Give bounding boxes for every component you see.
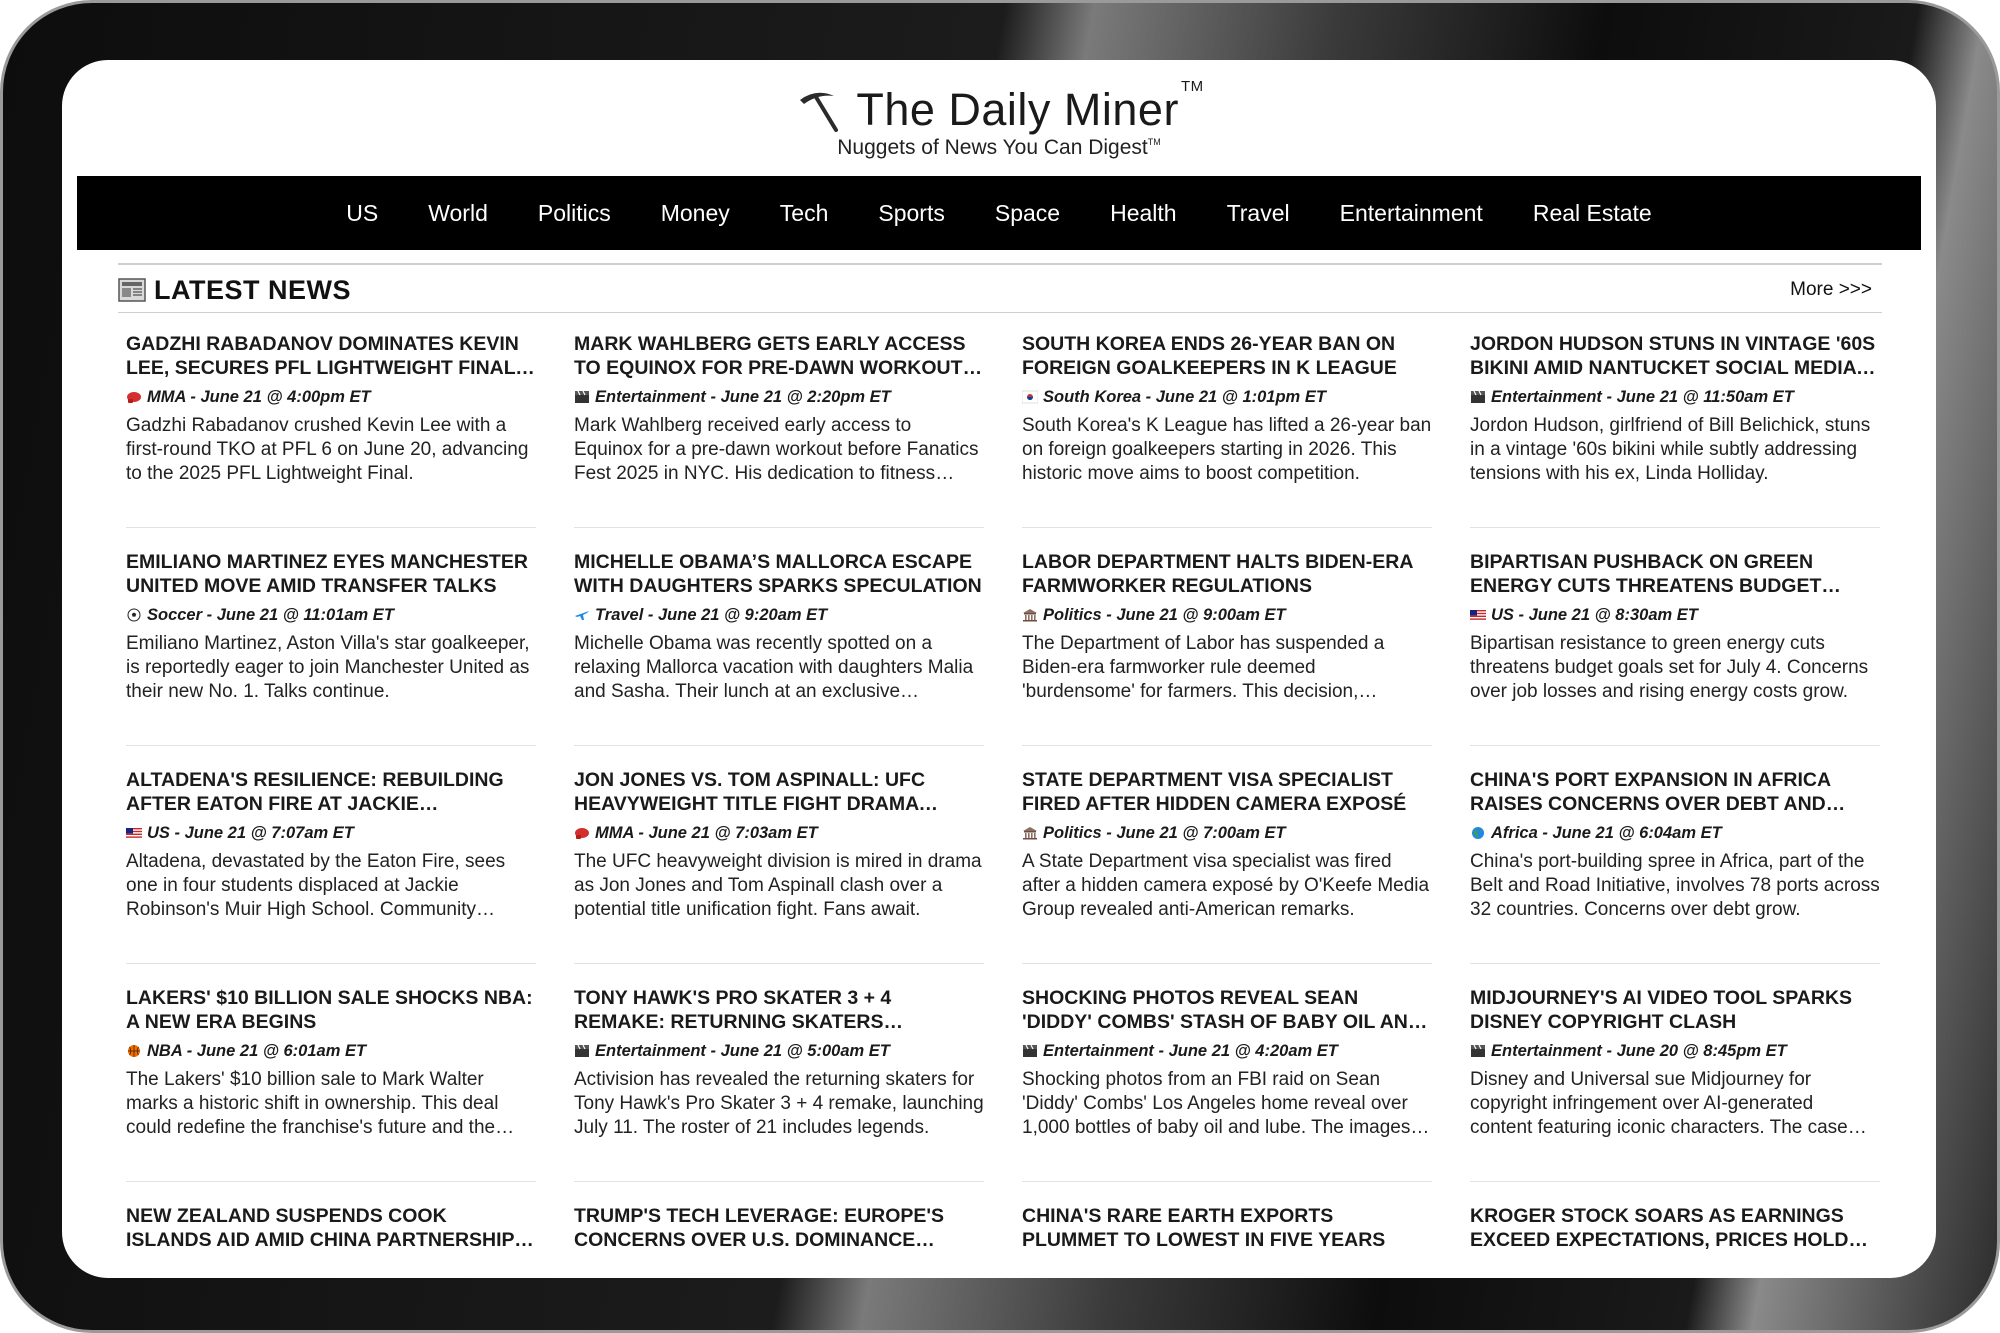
article-title[interactable]: MICHELLE OBAMA’S MALLORCA ESCAPE WITH DAUGHTERS SPARKS SPECULATION [574, 551, 982, 597]
nav-item-politics[interactable]: Politics [537, 199, 611, 226]
article-title[interactable]: NEW ZEALAND SUSPENDS COOK ISLANDS AID AMID CHINA PARTNERSHIP [126, 1205, 515, 1251]
soccer-ball-icon [126, 608, 142, 622]
article-meta [126, 1040, 536, 1062]
article-category-date: NBA - June 21 @ 6:01am ET [147, 1041, 367, 1060]
latest-news-header [118, 272, 1882, 308]
article-category-date: Entertainment - June 21 @ 5:00am ET [595, 1041, 890, 1060]
site-header [62, 60, 1936, 176]
article-category-date: US - June 21 @ 8:30am ET [1491, 605, 1698, 624]
article-card[interactable] [574, 1204, 984, 1278]
nav-item-money[interactable]: Money [660, 199, 730, 226]
article-meta [1470, 822, 1880, 844]
basketball-icon [126, 1044, 142, 1058]
article-summary: A State Department visa specialist was fired after a hidden camera exposé by O'Keefe Media Group revealed anti-American remarks. [1022, 851, 1430, 920]
article-category-date: Politics - June 21 @ 7:00am ET [1043, 823, 1286, 842]
article-summary: Jordon Hudson, girlfriend of Bill Belichick, stuns in a vintage '60s bikini while subtly addressing tensions with his ex, Linda Holliday. [1470, 415, 1871, 484]
latest-news-title: LATEST NEWS [154, 274, 351, 305]
clapperboard-icon [574, 1044, 590, 1058]
article-category-date: Entertainment - June 21 @ 2:20pm ET [595, 387, 891, 406]
article-card[interactable] [126, 986, 536, 1182]
article-category-date: Entertainment - June 21 @ 11:50am ET [1491, 387, 1794, 406]
us-flag-icon [126, 826, 142, 840]
site-tagline: Nuggets of News You Can Digest™ [837, 136, 1161, 159]
nav-item-sports[interactable]: Sports [878, 199, 945, 226]
article-card[interactable] [1470, 1204, 1880, 1278]
article-meta [574, 1040, 984, 1062]
article-card[interactable] [1470, 986, 1880, 1182]
article-category-date: Politics - June 21 @ 9:00am ET [1043, 605, 1286, 624]
more-link[interactable]: More >>> [1790, 279, 1872, 300]
article-meta [1470, 604, 1880, 626]
article-meta [1022, 822, 1432, 844]
nav-item-world[interactable]: World [428, 199, 488, 226]
airplane-icon [574, 608, 590, 622]
article-card[interactable] [126, 550, 536, 746]
nav-item-health[interactable]: Health [1110, 199, 1177, 226]
main-nav [77, 176, 1921, 250]
article-card[interactable] [126, 1204, 536, 1278]
south-korea-flag-icon [1022, 390, 1038, 404]
newspaper-icon [118, 277, 146, 303]
article-meta [126, 604, 536, 626]
article-title[interactable]: CHINA'S PORT EXPANSION IN AFRICA RAISES CONCERNS OVER DEBT AND [1470, 769, 1831, 815]
article-summary: China's port-building spree in Africa, part of the Belt and Road Initiative, involves 78 ports across 32 countries. Concerns over debt grow. [1470, 851, 1880, 920]
article-meta [574, 386, 984, 408]
article-category-date: Travel - June 21 @ 9:20am ET [595, 605, 828, 624]
article-meta [1470, 386, 1880, 408]
article-title[interactable]: LAKERS' $10 BILLION SALE SHOCKS NBA: A NEW ERA BEGINS [126, 987, 533, 1033]
article-card[interactable] [1022, 768, 1432, 964]
article-title[interactable]: STATE DEPARTMENT VISA SPECIALIST FIRED AFTER HIDDEN CAMERA EXPOSÉ [1022, 769, 1407, 815]
article-meta [574, 604, 984, 626]
tagline-trademark: TM [1147, 137, 1161, 147]
article-category-date: Entertainment - June 21 @ 4:20am ET [1043, 1041, 1338, 1060]
article-card[interactable] [574, 550, 984, 746]
nav-item-space[interactable]: Space [994, 199, 1061, 226]
article-summary: Disney and Universal sue Midjourney for copyright infringement over AI-generated content featuring iconic characters. The case [1470, 1069, 1848, 1138]
capitol-icon [1022, 608, 1038, 622]
article-title[interactable]: SHOCKING PHOTOS REVEAL SEAN 'DIDDY' COMBS' STASH OF BABY OIL AND [1022, 987, 1422, 1033]
clapperboard-icon [574, 390, 590, 404]
article-title[interactable]: CHINA'S RARE EARTH EXPORTS PLUMMET TO LOWEST IN FIVE YEARS [1022, 1205, 1386, 1251]
article-meta [1022, 386, 1432, 408]
article-meta [1022, 1040, 1432, 1062]
article-summary: Bipartisan resistance to green energy cuts threatens budget goals set for July 4. Concerns over job losses and rising energy costs grow. [1470, 633, 1869, 702]
us-flag-icon [1470, 608, 1486, 622]
boxing-glove-icon [126, 390, 142, 404]
article-title[interactable]: EMILIANO MARTINEZ EYES MANCHESTER UNITED MOVE AMID TRANSFER TALKS [126, 551, 528, 597]
article-card[interactable] [1470, 768, 1880, 964]
article-card[interactable] [574, 332, 984, 528]
article-category-date: MMA - June 21 @ 7:03am ET [595, 823, 818, 842]
nav-item-travel[interactable]: Travel [1226, 199, 1290, 226]
article-summary: Gadzhi Rabadanov crushed Kevin Lee with a first-round TKO at PFL 6 on June 20, advancing to the 2025 PFL Lightweight Final. [126, 415, 529, 484]
article-summary: Shocking photos from an FBI raid on Sean 'Diddy' Combs' Los Angeles home reveal over 1,000 bottles of baby oil and lube. The images [1022, 1069, 1411, 1138]
article-summary: Altadena, devastated by the Eaton Fire, sees one in four students displaced at Jackie Robinson's Muir High School. Community [126, 851, 506, 920]
clapperboard-icon [1022, 1044, 1038, 1058]
nav-item-us[interactable]: US [346, 199, 379, 226]
section-divider [118, 263, 1882, 265]
article-title[interactable]: MIDJOURNEY'S AI VIDEO TOOL SPARKS DISNEY COPYRIGHT CLASH [1470, 987, 1853, 1033]
article-card[interactable] [126, 768, 536, 964]
article-title[interactable]: GADZHI RABADANOV DOMINATES KEVIN LEE, SECURES PFL LIGHTWEIGHT FINAL [126, 333, 519, 379]
article-category-date: MMA - June 21 @ 4:00pm ET [147, 387, 371, 406]
article-title[interactable]: JON JONES VS. TOM ASPINALL: UFC HEAVYWEIGHT TITLE FIGHT DRAMA [574, 769, 926, 815]
site-title: The Daily Miner ™ [856, 78, 1204, 135]
article-card[interactable] [574, 986, 984, 1182]
screen [62, 60, 1936, 1278]
site-brand[interactable] [62, 78, 1936, 138]
article-category-date: Soccer - June 21 @ 11:01am ET [147, 605, 394, 624]
globe-icon [1470, 826, 1486, 840]
capitol-icon [1022, 826, 1038, 840]
article-title[interactable]: BIPARTISAN PUSHBACK ON GREEN ENERGY CUTS THREATENS BUDGET [1470, 551, 1822, 597]
article-title[interactable]: LABOR DEPARTMENT HALTS BIDEN-ERA FARMWORKER REGULATIONS [1022, 551, 1413, 597]
article-summary: The UFC heavyweight division is mired in drama as Jon Jones and Tom Aspinall clash over a potential title unification fight. Fans await. [574, 851, 982, 920]
article-meta [574, 822, 984, 844]
article-summary: Michelle Obama was recently spotted on a relaxing Mallorca vacation with daughters Malia and Sasha. Their lunch at an exclusive [574, 633, 974, 702]
article-title[interactable]: SOUTH KOREA ENDS 26-YEAR BAN ON FOREIGN GOALKEEPERS IN K LEAGUE [1022, 333, 1397, 379]
article-title[interactable]: MARK WAHLBERG GETS EARLY ACCESS TO EQUINOX FOR PRE-DAWN WORKOUT [574, 333, 966, 379]
article-category-date: Africa - June 21 @ 6:04am ET [1491, 823, 1722, 842]
boxing-glove-icon [574, 826, 590, 840]
clapperboard-icon [1470, 1044, 1486, 1058]
pickaxe-icon [794, 86, 842, 134]
article-title[interactable]: TRUMP'S TECH LEVERAGE: EUROPE'S CONCERNS OVER U.S. DOMINANCE [574, 1205, 945, 1251]
article-card[interactable] [574, 768, 984, 964]
article-card[interactable] [126, 332, 536, 528]
article-card[interactable] [1022, 986, 1432, 1182]
clapperboard-icon [1470, 390, 1486, 404]
nav-item-tech[interactable]: Tech [779, 199, 829, 226]
article-meta [1022, 604, 1432, 626]
article-summary: South Korea's K League has lifted a 26-year ban on foreign goalkeepers starting in 2026. This historic move aims to boost competition. [1022, 415, 1432, 484]
article-category-date: Entertainment - June 20 @ 8:45pm ET [1491, 1041, 1787, 1060]
section-title [118, 275, 351, 306]
section-divider-bottom [118, 312, 1882, 313]
article-card[interactable] [1470, 332, 1880, 528]
nav-item-entertainment[interactable]: Entertainment [1339, 199, 1483, 226]
article-card[interactable] [1022, 550, 1432, 746]
article-meta [126, 822, 536, 844]
trademark-mark: TM [1180, 78, 1204, 95]
article-title[interactable]: TONY HAWK'S PRO SKATER 3 + 4 REMAKE: RETURNING SKATERS [574, 987, 892, 1033]
article-summary: Activision has revealed the returning skaters for Tony Hawk's Pro Skater 3 + 4 remake, launching July 11. The roster of 21 includes legends. [574, 1069, 984, 1138]
article-title[interactable]: ALTADENA'S RESILIENCE: REBUILDING AFTER EATON FIRE AT JACKIE [126, 769, 504, 815]
article-category-date: US - June 21 @ 7:07am ET [147, 823, 354, 842]
article-card[interactable] [1022, 332, 1432, 528]
article-summary: Mark Wahlberg received early access to Equinox for a pre-dawn workout before Fanatics Fest 2025 in NYC. His dedication to fitness [574, 415, 979, 484]
article-title[interactable]: KROGER STOCK SOARS AS EARNINGS EXCEED EXPECTATIONS, PRICES HOLD [1470, 1205, 1849, 1251]
article-category-date: South Korea - June 21 @ 1:01pm ET [1043, 387, 1326, 406]
article-summary: Emiliano Martinez, Aston Villa's star goalkeeper, is reportedly eager to join Manchester United as their new No. 1. Talks continue. [126, 633, 530, 702]
article-meta [126, 386, 536, 408]
article-meta [1470, 1040, 1880, 1062]
article-card[interactable] [1470, 550, 1880, 746]
article-summary: The Department of Labor has suspended a Biden-era farmworker rule deemed 'burdensome' for farmers. This decision, [1022, 633, 1385, 702]
nav-item-real-estate[interactable]: Real Estate [1532, 199, 1652, 226]
article-title[interactable]: JORDON HUDSON STUNS IN VINTAGE '60S BIKINI AMID NANTUCKET SOCIAL MEDIA [1470, 333, 1876, 379]
article-card[interactable] [1022, 1204, 1432, 1278]
article-summary: The Lakers' $10 billion sale to Mark Walter marks a historic shift in ownership. This deal could redefine the franchise's future and the [126, 1069, 499, 1138]
